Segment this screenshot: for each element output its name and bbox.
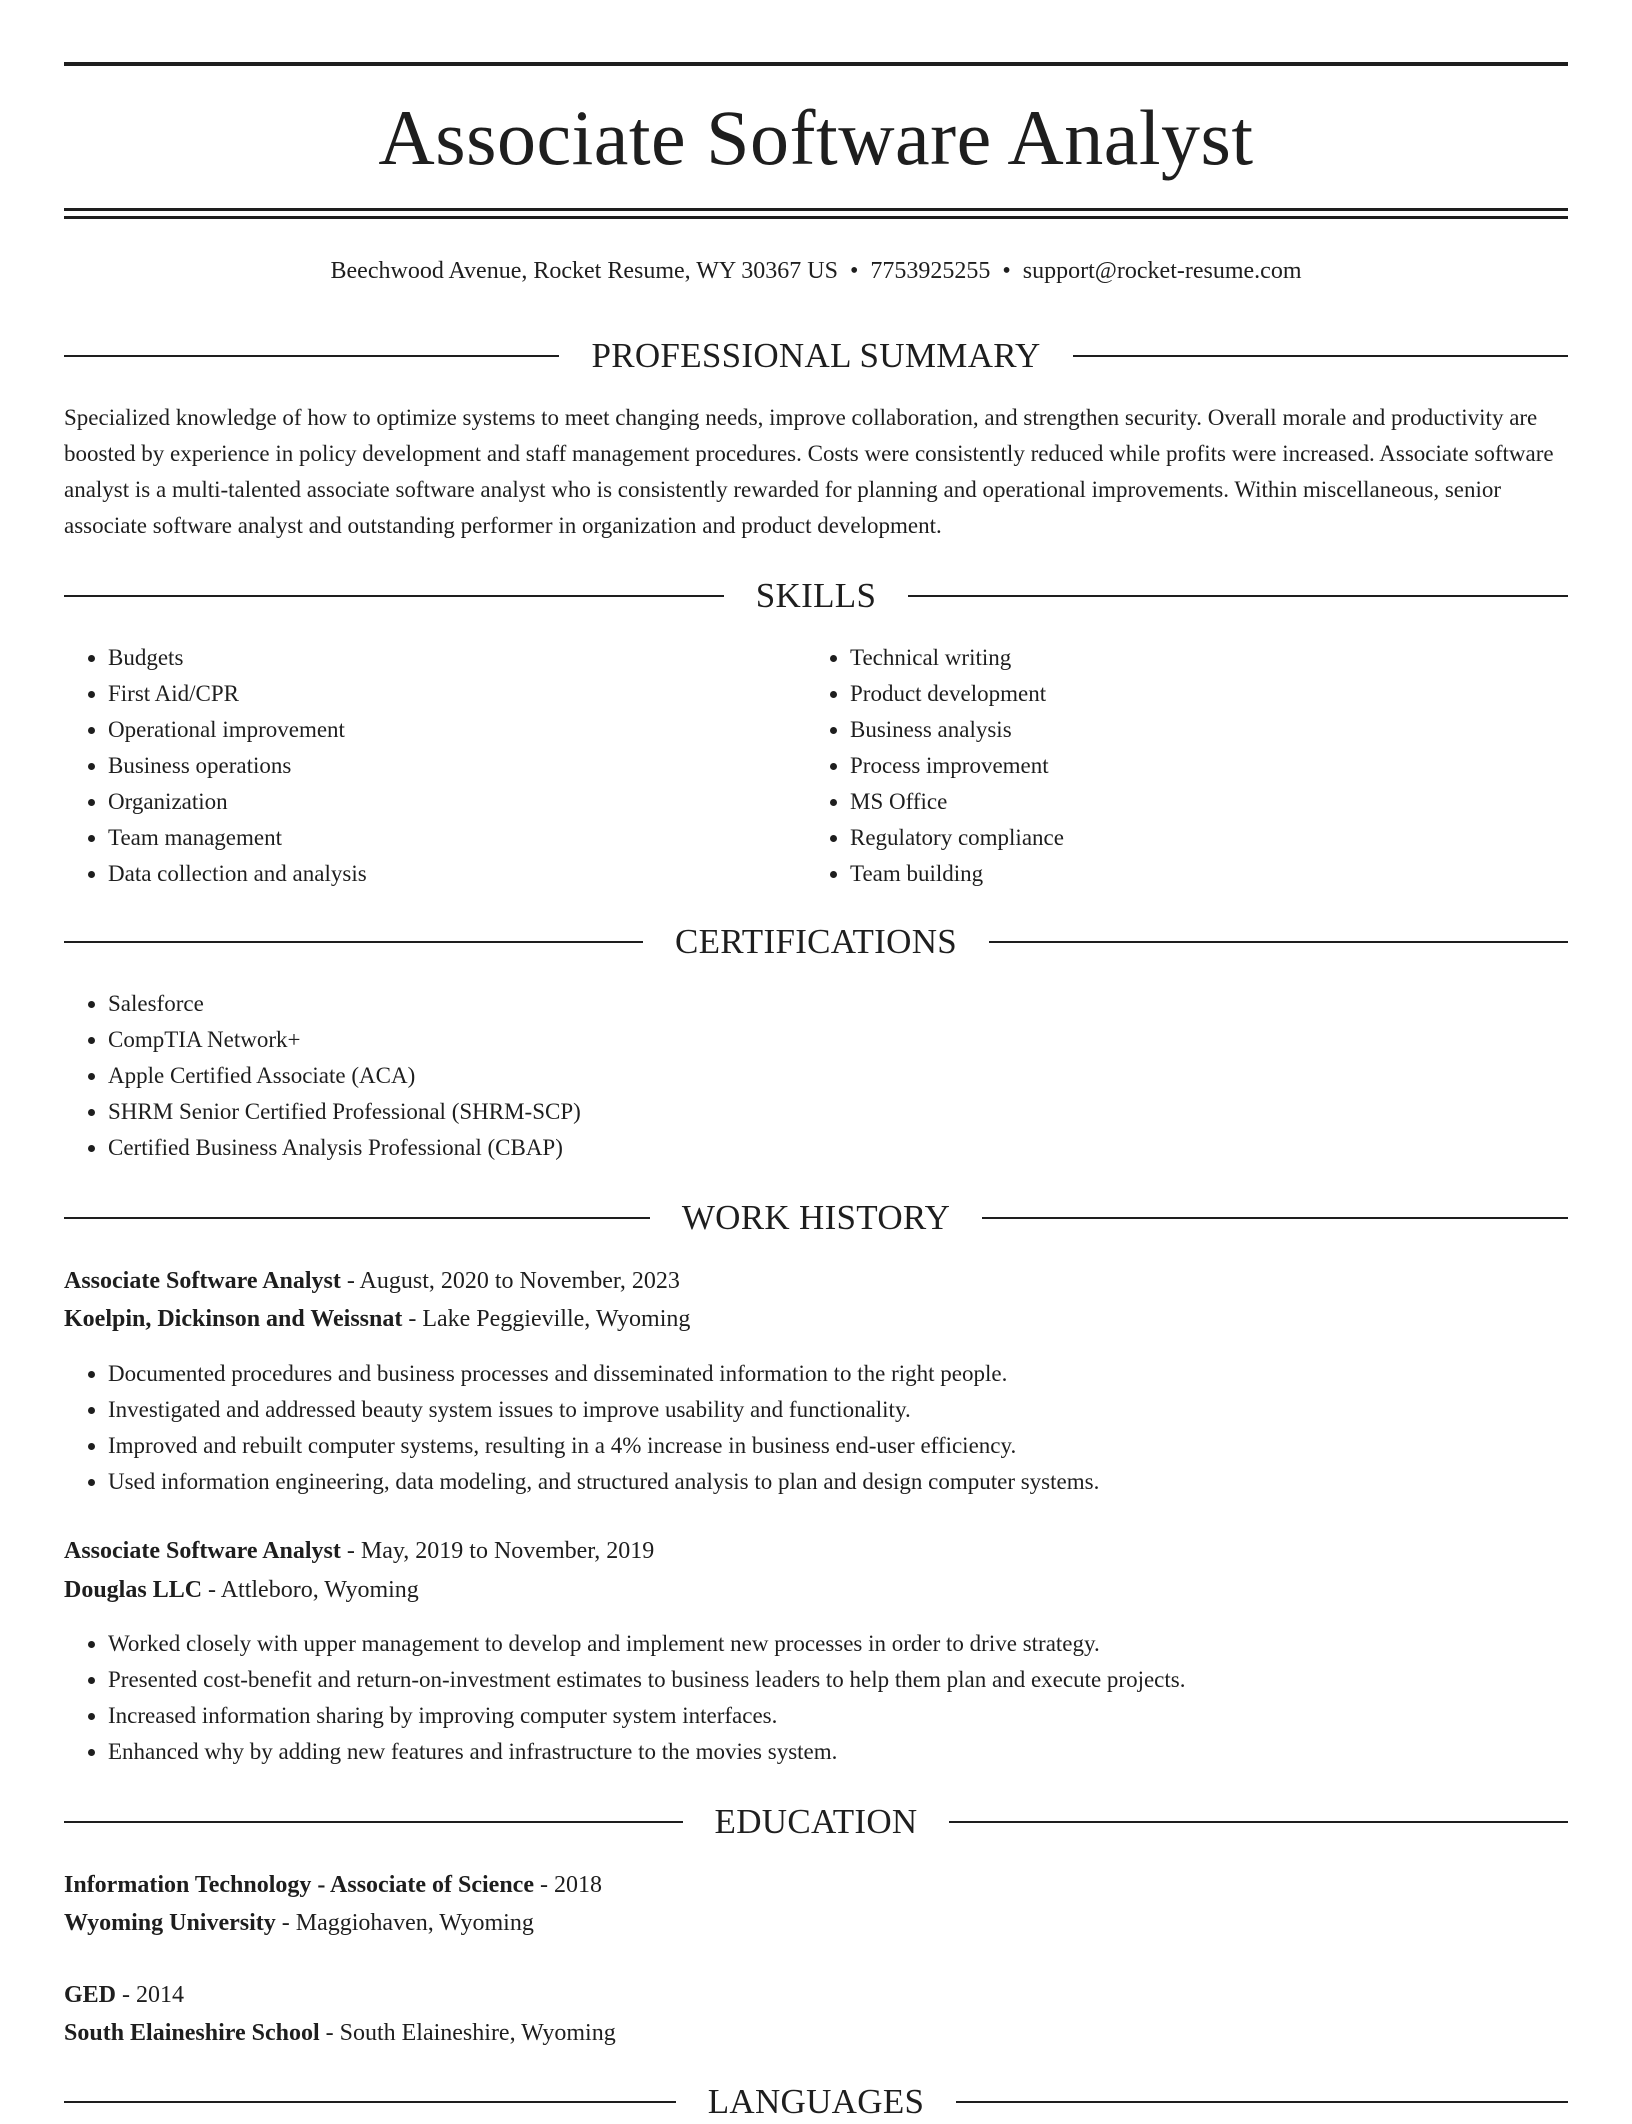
contact-separator: •	[1002, 258, 1011, 284]
job-company: Koelpin, Dickinson and Weissnat	[64, 1306, 403, 1332]
job-location: - Lake Peggieville, Wyoming	[402, 1306, 691, 1332]
job-bullets	[64, 1356, 1568, 1500]
heading-rule	[1073, 355, 1568, 357]
section-heading-skills	[64, 574, 1568, 618]
skill-item: • MS Office	[850, 784, 1550, 820]
heading-rule	[64, 355, 559, 357]
section-title: SKILLS	[755, 576, 877, 615]
job-company-line	[64, 1571, 419, 1609]
certification-item: • Apple Certified Associate (ACA)	[108, 1058, 1508, 1094]
education-degree-line	[64, 1866, 602, 1904]
education-year: - 2014	[116, 1982, 185, 2008]
skill-item: • Team management	[108, 820, 808, 856]
skill-item: • Process improvement	[850, 748, 1550, 784]
section-heading-summary	[64, 334, 1568, 378]
job-bullet: • Used information engineering, data modeling, and structured analysis to plan and design computer systems.	[108, 1464, 1568, 1500]
heading-rule	[64, 941, 643, 943]
education-school-line	[64, 1904, 534, 1942]
education-location: - South Elaineshire, Wyoming	[319, 2020, 616, 2046]
section-title: EDUCATION	[714, 1802, 918, 1841]
heading-rule	[949, 1821, 1568, 1823]
section-heading-certifications	[64, 920, 1568, 964]
job-bullet: • Enhanced why by adding new features and infrastructure to the movies system.	[108, 1734, 1568, 1770]
job-title-line	[64, 1532, 654, 1570]
skills-list-right	[806, 640, 1550, 892]
education-school: South Elaineshire School	[64, 2020, 320, 2046]
education-school-line	[64, 2014, 616, 2052]
job-company-line	[64, 1300, 690, 1338]
skill-item: • Business analysis	[850, 712, 1550, 748]
education-school: Wyoming University	[64, 1910, 276, 1936]
job-dates: - August, 2020 to November, 2023	[340, 1268, 680, 1294]
section-heading-education	[64, 1800, 1568, 1844]
heading-rule	[64, 595, 724, 597]
job-location: - Attleboro, Wyoming	[202, 1577, 419, 1603]
header-double-rule-lower	[64, 216, 1568, 219]
header-top-rule	[64, 62, 1568, 66]
section-heading-work-history	[64, 1196, 1568, 1240]
heading-rule	[982, 1217, 1568, 1219]
job-bullet: • Improved and rebuilt computer systems, resulting in a 4% increase in business end-user efficiency.	[108, 1428, 1568, 1464]
skill-item: • Budgets	[108, 640, 808, 676]
education-degree: GED	[64, 1982, 117, 2008]
education-degree: Information Technology - Associate of Science	[64, 1872, 534, 1898]
heading-rule	[989, 941, 1568, 943]
resume-name: Associate Software Analyst	[378, 94, 1254, 181]
skill-item: • Business operations	[108, 748, 808, 784]
section-heading-languages	[64, 2080, 1568, 2124]
job-title-line	[64, 1262, 680, 1300]
contact-email[interactable]: support@rocket-resume.com	[1022, 258, 1302, 284]
heading-rule	[64, 2101, 676, 2103]
job-bullet: • Investigated and addressed beauty system issues to improve usability and functionality.	[108, 1392, 1568, 1428]
contact-separator: •	[849, 258, 859, 284]
contact-line	[64, 253, 1568, 289]
heading-rule	[956, 2101, 1568, 2103]
summary-text: Specialized knowledge of how to optimize systems to meet changing needs, improve collaboration, and strengthen security. Overall morale and productivity are boosted by experience in policy development and staff management procedures. Costs were consistently reduced while profits were increased. Associate software analyst is a multi-talented associate software analyst who is consistently rewarded for planning and operational improvements. Within miscellaneous, senior associate software analyst and outstanding performer in organization and product development.	[64, 405, 1554, 538]
skill-item: • Operational improvement	[108, 712, 808, 748]
section-title: LANGUAGES	[707, 2082, 925, 2121]
certification-item: • Certified Business Analysis Professional (CBAP)	[108, 1130, 1508, 1166]
skill-item: • Data collection and analysis	[108, 856, 808, 892]
section-title: PROFESSIONAL SUMMARY	[591, 336, 1041, 375]
education-location: - Maggiohaven, Wyoming	[275, 1910, 534, 1936]
certification-item: • SHRM Senior Certified Professional (SHRM-SCP)	[108, 1094, 1508, 1130]
skills-list-left	[64, 640, 808, 892]
header-double-rule-upper	[64, 208, 1568, 211]
education-degree-line	[64, 1976, 184, 2014]
skill-item: • Product development	[850, 676, 1550, 712]
skill-item: • Regulatory compliance	[850, 820, 1550, 856]
contact-phone: 7753925255	[870, 258, 991, 284]
certification-item: • CompTIA Network+	[108, 1022, 1508, 1058]
heading-rule	[64, 1821, 683, 1823]
certification-item: • Salesforce	[108, 986, 1508, 1022]
job-title: Associate Software Analyst	[64, 1538, 341, 1564]
skill-item: • Technical writing	[850, 640, 1550, 676]
job-bullet: • Documented procedures and business processes and disseminated information to the right people.	[108, 1356, 1568, 1392]
heading-rule	[64, 1217, 650, 1219]
contact-address: Beechwood Avenue, Rocket Resume, WY 30367 US	[330, 258, 838, 284]
job-bullet: • Worked closely with upper management to develop and implement new processes in order to drive strategy.	[108, 1626, 1568, 1662]
education-year: - 2018	[533, 1872, 602, 1898]
section-title: CERTIFICATIONS	[674, 922, 958, 961]
skill-item: • Organization	[108, 784, 808, 820]
job-bullet: • Presented cost-benefit and return-on-investment estimates to business leaders to help them plan and execute projects.	[108, 1662, 1568, 1698]
job-title: Associate Software Analyst	[64, 1268, 341, 1294]
certifications-list	[64, 986, 1508, 1166]
heading-rule	[908, 595, 1568, 597]
job-dates: - May, 2019 to November, 2019	[340, 1538, 655, 1564]
skill-item: • First Aid/CPR	[108, 676, 808, 712]
job-company: Douglas LLC	[64, 1577, 203, 1603]
skill-item: • Team building	[850, 856, 1550, 892]
section-title: WORK HISTORY	[681, 1198, 951, 1237]
job-bullet: • Increased information sharing by improving computer system interfaces.	[108, 1698, 1568, 1734]
job-bullets	[64, 1626, 1568, 1770]
